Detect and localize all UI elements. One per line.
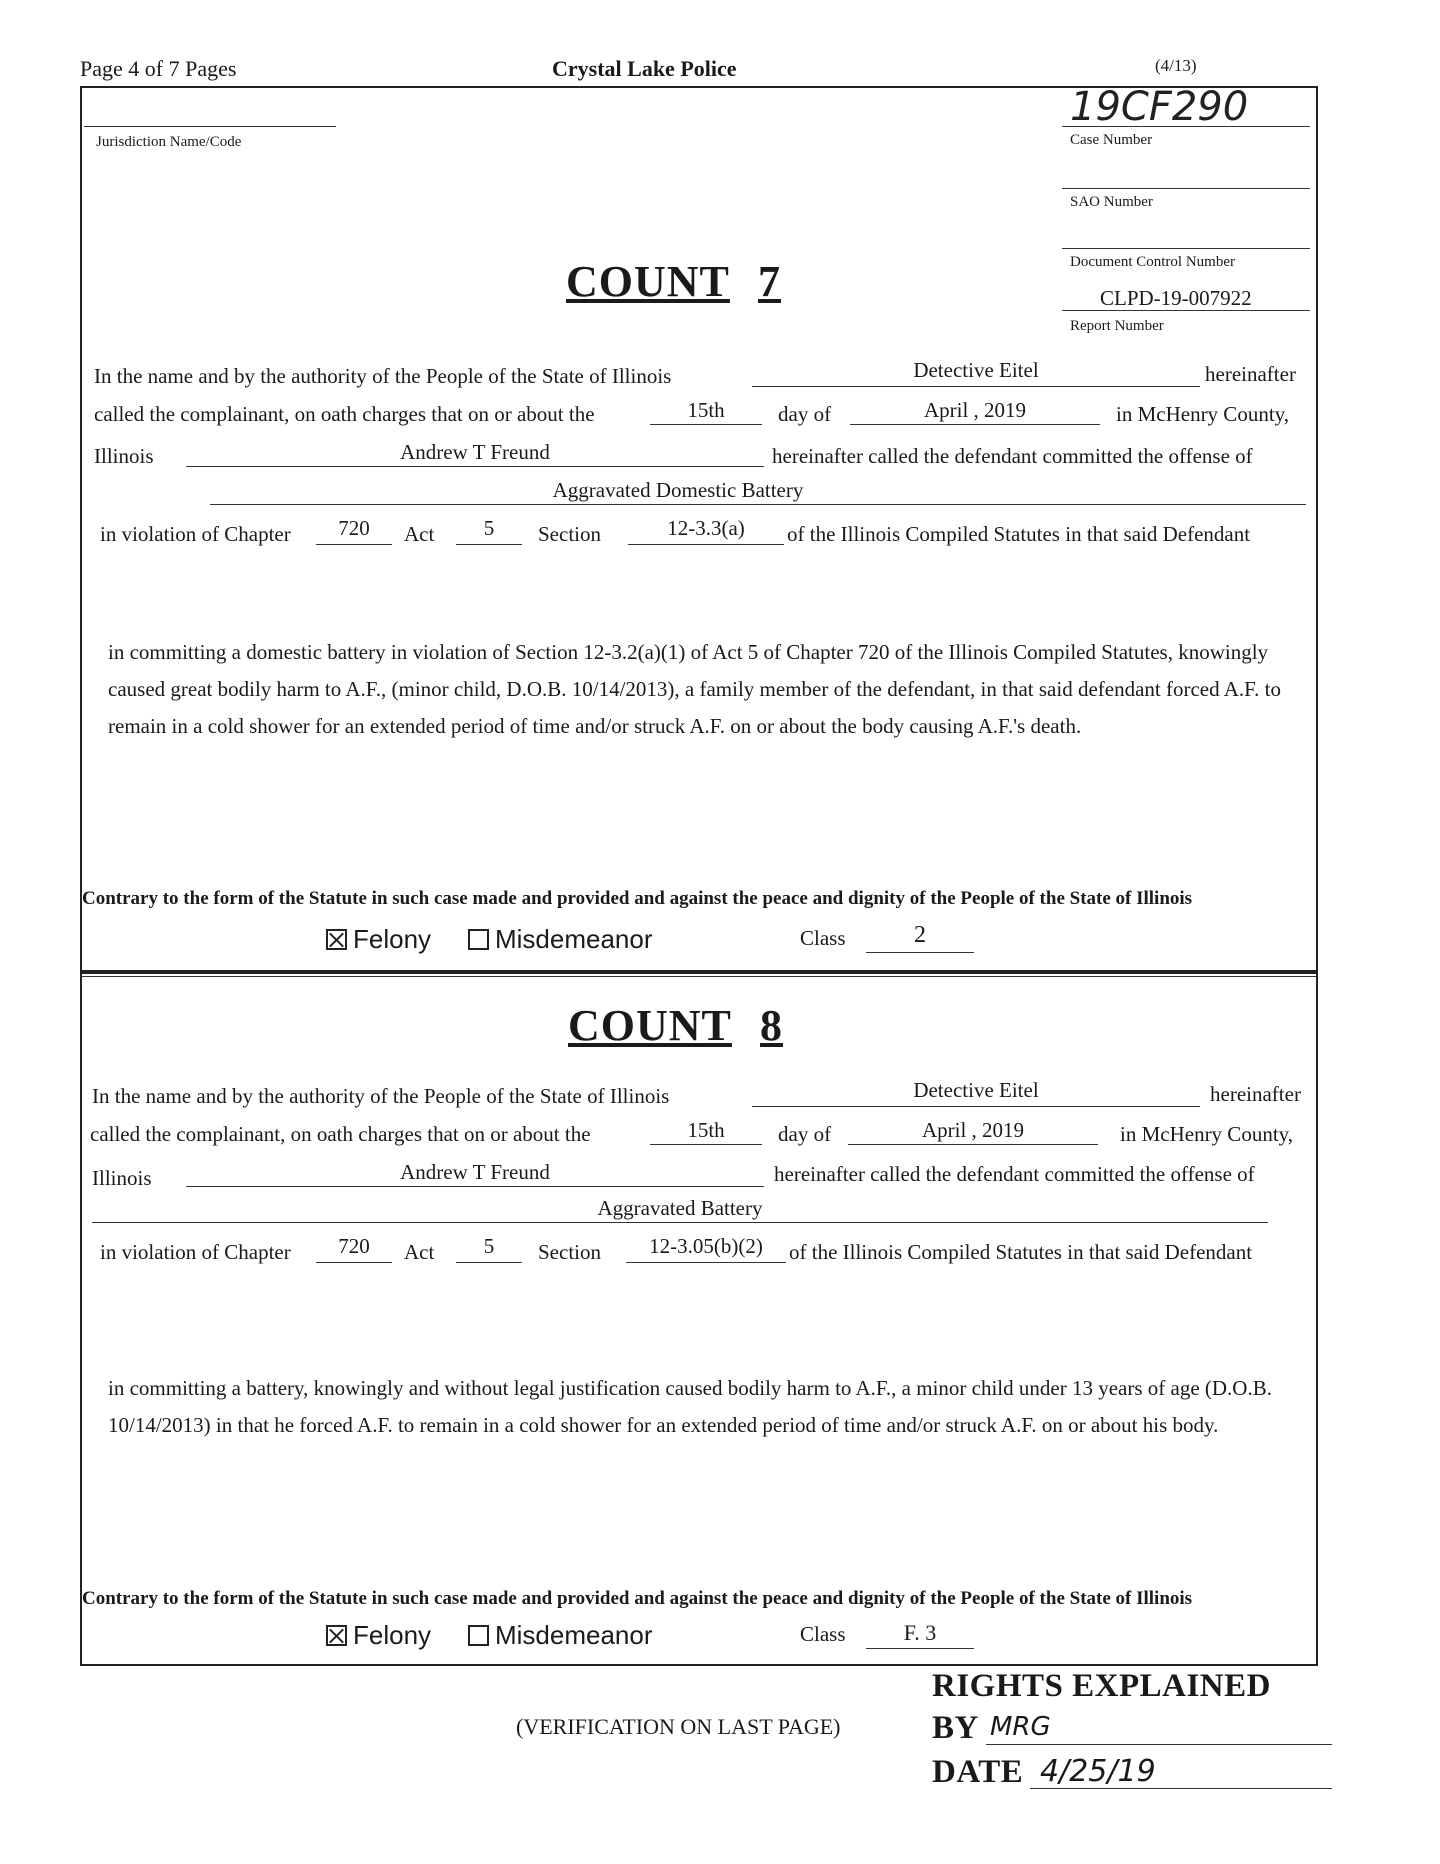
- count-8-complainant: Detective Eitel: [913, 1078, 1039, 1102]
- jurisdiction-line: [84, 126, 336, 127]
- count-8-section-line: [626, 1262, 786, 1263]
- count-8-act-label: Act: [404, 1240, 435, 1264]
- rights-date-value: 4/25/19: [1040, 1754, 1156, 1789]
- count-8-section-label: Section: [538, 1240, 601, 1264]
- count-8-hereinafter: hereinafter: [1210, 1082, 1301, 1106]
- rights-date-line: [1030, 1788, 1332, 1789]
- count-7-felony-option[interactable]: [326, 924, 431, 955]
- felony-checkbox-checked[interactable]: [326, 929, 347, 950]
- count-7-authority-text: In the name and by the authority of the People of the State of Illinois: [94, 364, 672, 388]
- count-7-class-label: Class: [800, 926, 846, 950]
- count-8-day-line: [650, 1144, 762, 1145]
- count-7-called-text: called the complainant, on oath charges that on or about the: [94, 402, 595, 426]
- count-7-section-line: [628, 544, 784, 545]
- verification-note: (VERIFICATION ON LAST PAGE): [516, 1714, 841, 1739]
- count-8-day: 15th: [687, 1118, 725, 1142]
- count-8-misdemeanor-option[interactable]: [468, 1620, 653, 1651]
- count-7-offense-line: [210, 504, 1306, 505]
- count-7-number: 7: [758, 257, 781, 306]
- count-8-offense-line: [92, 1222, 1268, 1223]
- misdemeanor-label: Misdemeanor: [495, 924, 653, 954]
- misdemeanor-checkbox[interactable]: [468, 929, 489, 950]
- case-number-label: Case Number: [1070, 132, 1153, 148]
- report-number-value: CLPD-19-007922: [1100, 286, 1252, 310]
- count-7-complainant: Detective Eitel: [913, 358, 1039, 382]
- count-8-illinois: Illinois: [92, 1166, 152, 1190]
- rights-explained-title: RIGHTS EXPLAINED: [932, 1668, 1271, 1704]
- count-7-class-value: 2: [914, 922, 926, 948]
- count-8-charge-text: in committing a battery, knowingly and without legal justification caused bodily harm to A.F., a minor child under 13 years of age (D.O.B. 10/14/2013) in that he forced A.F. to remain in a cold shower for an extended period of time and/or struck A.F. on or about his body.: [108, 1376, 1272, 1437]
- count-8-month-year: April , 2019: [921, 1118, 1025, 1142]
- sao-label: SAO Number: [1070, 194, 1153, 210]
- count-7-day-line: [650, 424, 762, 425]
- form-code: (4/13): [1155, 56, 1197, 75]
- count-8-called-text: called the complainant, on oath charges that on or about the: [90, 1122, 591, 1146]
- count-7-statutes-text: of the Illinois Compiled Statutes in that said Defendant: [787, 522, 1251, 546]
- count-7-act: 5: [483, 516, 495, 540]
- dcn-line: [1062, 248, 1310, 249]
- count-8-defendant: Andrew T Freund: [400, 1160, 550, 1184]
- report-number-label: Report Number: [1070, 318, 1164, 334]
- count-7-word: COUNT: [566, 257, 730, 306]
- count-7-illinois: Illinois: [94, 444, 154, 468]
- count-7-day-of: day of: [778, 402, 832, 426]
- count-7-chapter: 720: [338, 516, 370, 540]
- count-8-defendant-clause: hereinafter called the defendant committed the offense of: [774, 1162, 1255, 1186]
- count-8-number: 8: [760, 1001, 783, 1050]
- count-7-section-label: Section: [538, 522, 601, 546]
- count-7-county: in McHenry County,: [1116, 402, 1290, 426]
- case-number-line: [1062, 126, 1310, 127]
- count-8-defendant-line: [186, 1186, 764, 1187]
- count-8-chapter: 720: [338, 1234, 370, 1258]
- count-8-class-value: F. 3: [903, 1620, 937, 1645]
- count-7-charge-text: in committing a domestic battery in violation of Section 12-3.2(a)(1) of Act 5 of Chapter 720 of the Illinois Compiled Statutes, knowingly caused great bodily harm to A.F., (minor child, D.O.B. 10/14/2013), a family member of the defendant, in that said defendant forced A.F. to remain in a cold shower for an extended period of time and/or struck A.F. on or about the body causing A.F.'s death.: [108, 640, 1281, 738]
- section-divider: [80, 976, 1318, 977]
- count-8-section: 12-3.05(b)(2): [649, 1234, 763, 1258]
- count-8-felony-option[interactable]: [326, 1620, 431, 1651]
- count-8-county: in McHenry County,: [1120, 1122, 1294, 1146]
- dcn-label: Document Control Number: [1070, 254, 1235, 270]
- sao-line: [1062, 188, 1310, 189]
- count-7-date-line: [850, 424, 1100, 425]
- count-7-month-year: April , 2019: [923, 398, 1027, 422]
- count-8-act-line: [456, 1262, 522, 1263]
- case-number-value: 19CF290: [1070, 84, 1249, 130]
- count-8-act: 5: [483, 1234, 495, 1258]
- count-7-defendant: Andrew T Freund: [400, 440, 550, 464]
- count-8-date-line: [848, 1144, 1098, 1145]
- count-8-class-line: [866, 1648, 974, 1649]
- felony-label: Felony: [353, 1620, 432, 1650]
- misdemeanor-label: Misdemeanor: [495, 1620, 653, 1650]
- count-8-statutes-text: of the Illinois Compiled Statutes in that said Defendant: [789, 1240, 1253, 1264]
- rights-by-initials: MRG: [990, 1712, 1051, 1742]
- rights-date-label: DATE: [932, 1754, 1024, 1790]
- count-7-hereinafter: hereinafter: [1205, 362, 1296, 386]
- count-8-complainant-line: [752, 1106, 1200, 1107]
- rights-by-label: BY: [932, 1710, 979, 1746]
- count-7-class-line: [866, 952, 974, 953]
- felony-label: Felony: [353, 924, 432, 954]
- count-7-act-label: Act: [404, 522, 435, 546]
- count-8-day-of: day of: [778, 1122, 832, 1146]
- count-7-section: 12-3.3(a): [667, 516, 745, 540]
- page-indicator: Page 4 of 7 Pages: [80, 56, 237, 81]
- count-8-violation-text: in violation of Chapter: [100, 1240, 291, 1264]
- count-7-contrary-text: Contrary to the form of the Statute in such case made and provided and against the peace and dignity of the People of the State of Illinois: [82, 888, 1193, 909]
- count-7-offense: Aggravated Domestic Battery: [552, 478, 804, 502]
- count-8-chapter-line: [316, 1262, 392, 1263]
- count-8-class-label: Class: [800, 1622, 846, 1646]
- report-number-line: [1062, 310, 1310, 311]
- felony-checkbox-checked[interactable]: [326, 1625, 347, 1646]
- count-7-chapter-line: [316, 544, 392, 545]
- count-7-complainant-line: [752, 386, 1200, 387]
- count-8-word: COUNT: [568, 1001, 732, 1050]
- count-7-violation-text: in violation of Chapter: [100, 522, 291, 546]
- count-7-defendant-clause: hereinafter called the defendant committed the offense of: [772, 444, 1253, 468]
- count-8-offense: Aggravated Battery: [597, 1196, 763, 1220]
- count-7-act-line: [456, 544, 522, 545]
- agency-name: Crystal Lake Police: [552, 56, 737, 81]
- count-7-misdemeanor-option[interactable]: [468, 924, 653, 955]
- count-8-contrary-text: Contrary to the form of the Statute in such case made and provided and against the peace and dignity of the People of the State of Illinois: [82, 1588, 1193, 1609]
- count-7-defendant-line: [186, 466, 764, 467]
- jurisdiction-label: Jurisdiction Name/Code: [96, 134, 242, 150]
- misdemeanor-checkbox[interactable]: [468, 1625, 489, 1646]
- rights-by-line: [986, 1744, 1332, 1745]
- count-8-authority-text: In the name and by the authority of the People of the State of Illinois: [92, 1084, 670, 1108]
- count-8-section: [80, 972, 1318, 1666]
- count-7-day: 15th: [687, 398, 725, 422]
